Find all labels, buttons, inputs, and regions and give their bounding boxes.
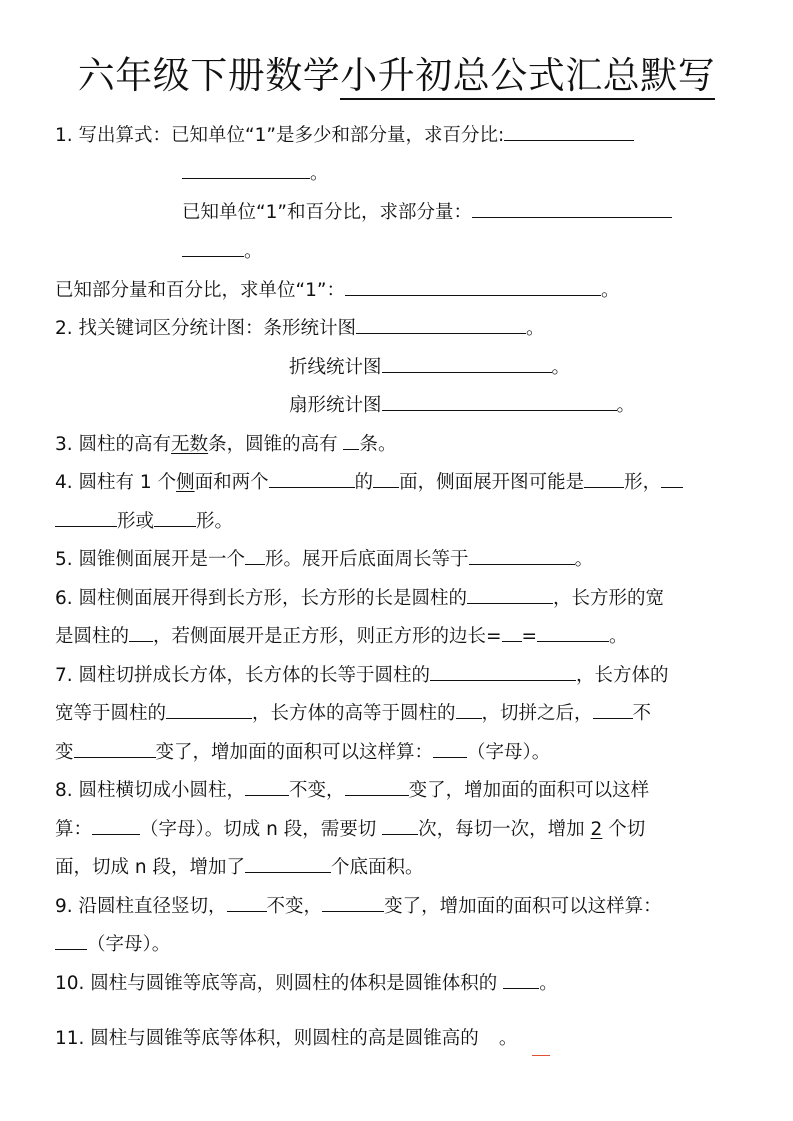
q9-text-d: （字母）。 (87, 934, 171, 955)
q5-text-a: 5. 圆锥侧面展开是一个 (55, 549, 246, 570)
q6-blank-2[interactable] (129, 623, 153, 642)
q2-period-2: 。 (551, 357, 571, 378)
q4-line2 (55, 508, 233, 535)
title-part1: 六年级下册数学 (77, 54, 341, 97)
q10-text-a: 10. 圆柱与圆锥等底等高，则圆柱的体积是圆锥体积的 (55, 973, 504, 994)
q9-blank-2[interactable] (322, 893, 384, 912)
q1-text-a: 1. 写出算式：已知单位“1”是多少和部分量，求百分比: (55, 125, 505, 146)
q4-text-e: 形， (624, 472, 662, 493)
q1-line5 (55, 277, 619, 304)
title-part2-underlined: 小升初总公式汇总默写 (340, 54, 715, 100)
q8-blank-1[interactable] (245, 777, 289, 796)
q6-text-c: 是圆柱的 (55, 626, 130, 647)
q9-line1 (55, 893, 662, 920)
q7-text-i: （字母）。 (467, 742, 551, 763)
q1-line1 (55, 122, 634, 149)
q8-text-f: 次，每切一次，增加 (418, 819, 591, 840)
q8-blank-2[interactable] (345, 777, 409, 796)
q2-period-3: 。 (616, 395, 636, 416)
q6-text-f: 。 (609, 626, 628, 647)
q9-blank-3[interactable] (55, 931, 87, 950)
q9-text-a: 9. 沿圆柱直径竖切， (55, 896, 227, 917)
q2-text-a: 2. 找关键词区分统计图：条形统计图 (55, 318, 357, 339)
q1-line4 (182, 238, 263, 265)
q3-text-b: 条，圆锥的高有 (208, 434, 344, 455)
q8-text-g: 个切 (602, 819, 646, 840)
page-title (0, 50, 793, 102)
q8-text-i: 个底面积。 (331, 857, 424, 878)
q7-blank-2[interactable] (166, 700, 252, 719)
q1-blank-1[interactable] (504, 122, 634, 141)
q7-line3 (55, 739, 550, 766)
q7-text-b: ，长方体的 (576, 665, 669, 686)
q9-line2 (55, 931, 170, 958)
q9-blank-1[interactable] (227, 893, 267, 912)
q7-text-f: 不 (632, 703, 652, 724)
q4-text-c: 的 (354, 472, 374, 493)
q4-blank-2[interactable] (373, 469, 399, 488)
q4-underlined-answer: 侧 (176, 472, 195, 493)
q1-text-e: 已知部分量和百分比，求单位“1”： (55, 280, 345, 301)
q6-text-d: ，若侧面展开是正方形，则正方形的边长= (153, 626, 502, 647)
q11-line1 (55, 1025, 517, 1052)
q8-text-b: 不变， (289, 780, 345, 801)
q10-text-b: 。 (539, 973, 558, 994)
q7-blank-6[interactable] (433, 739, 467, 758)
q1-line3 (182, 199, 672, 226)
q4-blank-5[interactable] (154, 508, 196, 527)
q5-blank-1[interactable] (245, 546, 265, 565)
q2-blank-3[interactable] (382, 392, 617, 411)
q4-text-b: 面和两个 (194, 472, 269, 493)
q6-line1 (55, 585, 664, 612)
q8-line2 (55, 816, 645, 843)
q8-text-a: 8. 圆柱横切成小圆柱， (55, 780, 246, 801)
q7-text-a: 7. 圆柱切拼成长方体，长方体的长等于圆柱的 (55, 665, 431, 686)
q5-text-c: 。 (574, 549, 594, 570)
q6-blank-4[interactable] (537, 623, 609, 642)
q8-underlined-answer: 2 (590, 819, 603, 840)
q4-blank-4[interactable] (661, 469, 683, 488)
q1-blank-3[interactable] (345, 277, 601, 296)
q7-text-e: ，切拼之后， (481, 703, 593, 724)
q7-text-d: ，长方体的高等于圆柱的 (252, 703, 456, 724)
q1-blank-2-cont[interactable] (182, 238, 244, 257)
q3-blank-1[interactable] (343, 431, 359, 450)
q1-blank-1-cont[interactable] (182, 160, 310, 179)
q3-line1 (55, 431, 396, 458)
q8-blank-4[interactable] (382, 816, 418, 835)
q1-line2 (182, 160, 329, 187)
q8-blank-5[interactable] (245, 854, 331, 873)
q3-underlined-answer: 无数 (171, 434, 209, 455)
q7-blank-5[interactable] (74, 739, 156, 758)
q2-blank-2[interactable] (382, 354, 552, 373)
q4-blank-3[interactable] (584, 469, 624, 488)
q8-text-c: 变了，增加面的面积可以这样 (408, 780, 650, 801)
q4-blank-1[interactable] (269, 469, 355, 488)
q8-line3 (55, 854, 424, 881)
q5-line1 (55, 546, 593, 573)
q7-blank-4[interactable] (593, 700, 633, 719)
q4-text-a: 4. 圆柱有 1 个 (55, 472, 177, 493)
q2-line1 (55, 315, 545, 342)
q2-blank-1[interactable] (356, 315, 526, 334)
q10-line1 (55, 970, 558, 997)
q4-blank-4-cont[interactable] (55, 508, 117, 527)
q8-text-d: 算： (55, 819, 93, 840)
q4-text-f: 形或 (117, 511, 155, 532)
q1-text-c: 已知单位“1”和百分比，求部分量： (182, 202, 472, 223)
q6-text-e: = (521, 626, 538, 647)
q7-line2 (55, 700, 651, 727)
q3-text-a: 3. 圆柱的高有 (55, 434, 172, 455)
q4-line1 (55, 469, 683, 496)
q9-text-b: 不变， (266, 896, 323, 917)
q7-text-c: 宽等于圆柱的 (55, 703, 167, 724)
q2-period-1: 。 (526, 318, 545, 339)
q6-text-b: ，长方形的宽 (553, 588, 665, 609)
q7-text-h: 变了，增加面的面积可以这样算： (155, 742, 434, 763)
q5-text-b: 形。展开后底面周长等于 (265, 549, 469, 570)
q2-text-b: 折线统计图 (289, 357, 382, 378)
q10-blank-1[interactable] (503, 970, 539, 989)
q9-text-c: 变了，增加面的面积可以这样算： (384, 896, 662, 917)
q7-blank-3[interactable] (456, 700, 482, 719)
q7-text-g: 变 (55, 742, 74, 763)
q1-period-1: 。 (310, 163, 329, 184)
q11-text-a: 11. 圆柱与圆锥等底等体积，则圆柱的高是圆锥高的 (55, 1028, 479, 1049)
q11-text-b: 。 (498, 1028, 518, 1049)
q1-period-3: 。 (600, 280, 620, 301)
q2-line2 (289, 354, 570, 381)
q8-blank-3[interactable] (92, 816, 140, 835)
q5-blank-2[interactable] (469, 546, 575, 565)
q1-period-2: 。 (244, 241, 263, 262)
q6-blank-1[interactable] (467, 585, 553, 604)
q6-text-a: 6. 圆柱侧面展开得到长方形，长方形的长是圆柱的 (55, 588, 468, 609)
q6-blank-3[interactable] (502, 623, 522, 642)
red-pen-mark (532, 1055, 550, 1056)
q1-blank-2[interactable] (472, 199, 672, 218)
q11-blank-1[interactable] (479, 1025, 499, 1044)
q7-line1 (55, 662, 669, 689)
q8-line1 (55, 777, 649, 804)
q4-text-d: 面，侧面展开图可能是 (399, 472, 585, 493)
q6-line2 (55, 623, 628, 650)
q3-text-c: 条。 (359, 434, 397, 455)
q4-text-g: 形。 (196, 511, 234, 532)
q8-text-h: 面，切成 n 段，增加了 (55, 857, 245, 878)
q8-text-e: （字母）。切成 n 段，需要切 (140, 819, 383, 840)
q2-line3 (289, 392, 635, 419)
q7-blank-1[interactable] (430, 662, 576, 681)
q2-text-c: 扇形统计图 (289, 395, 382, 416)
